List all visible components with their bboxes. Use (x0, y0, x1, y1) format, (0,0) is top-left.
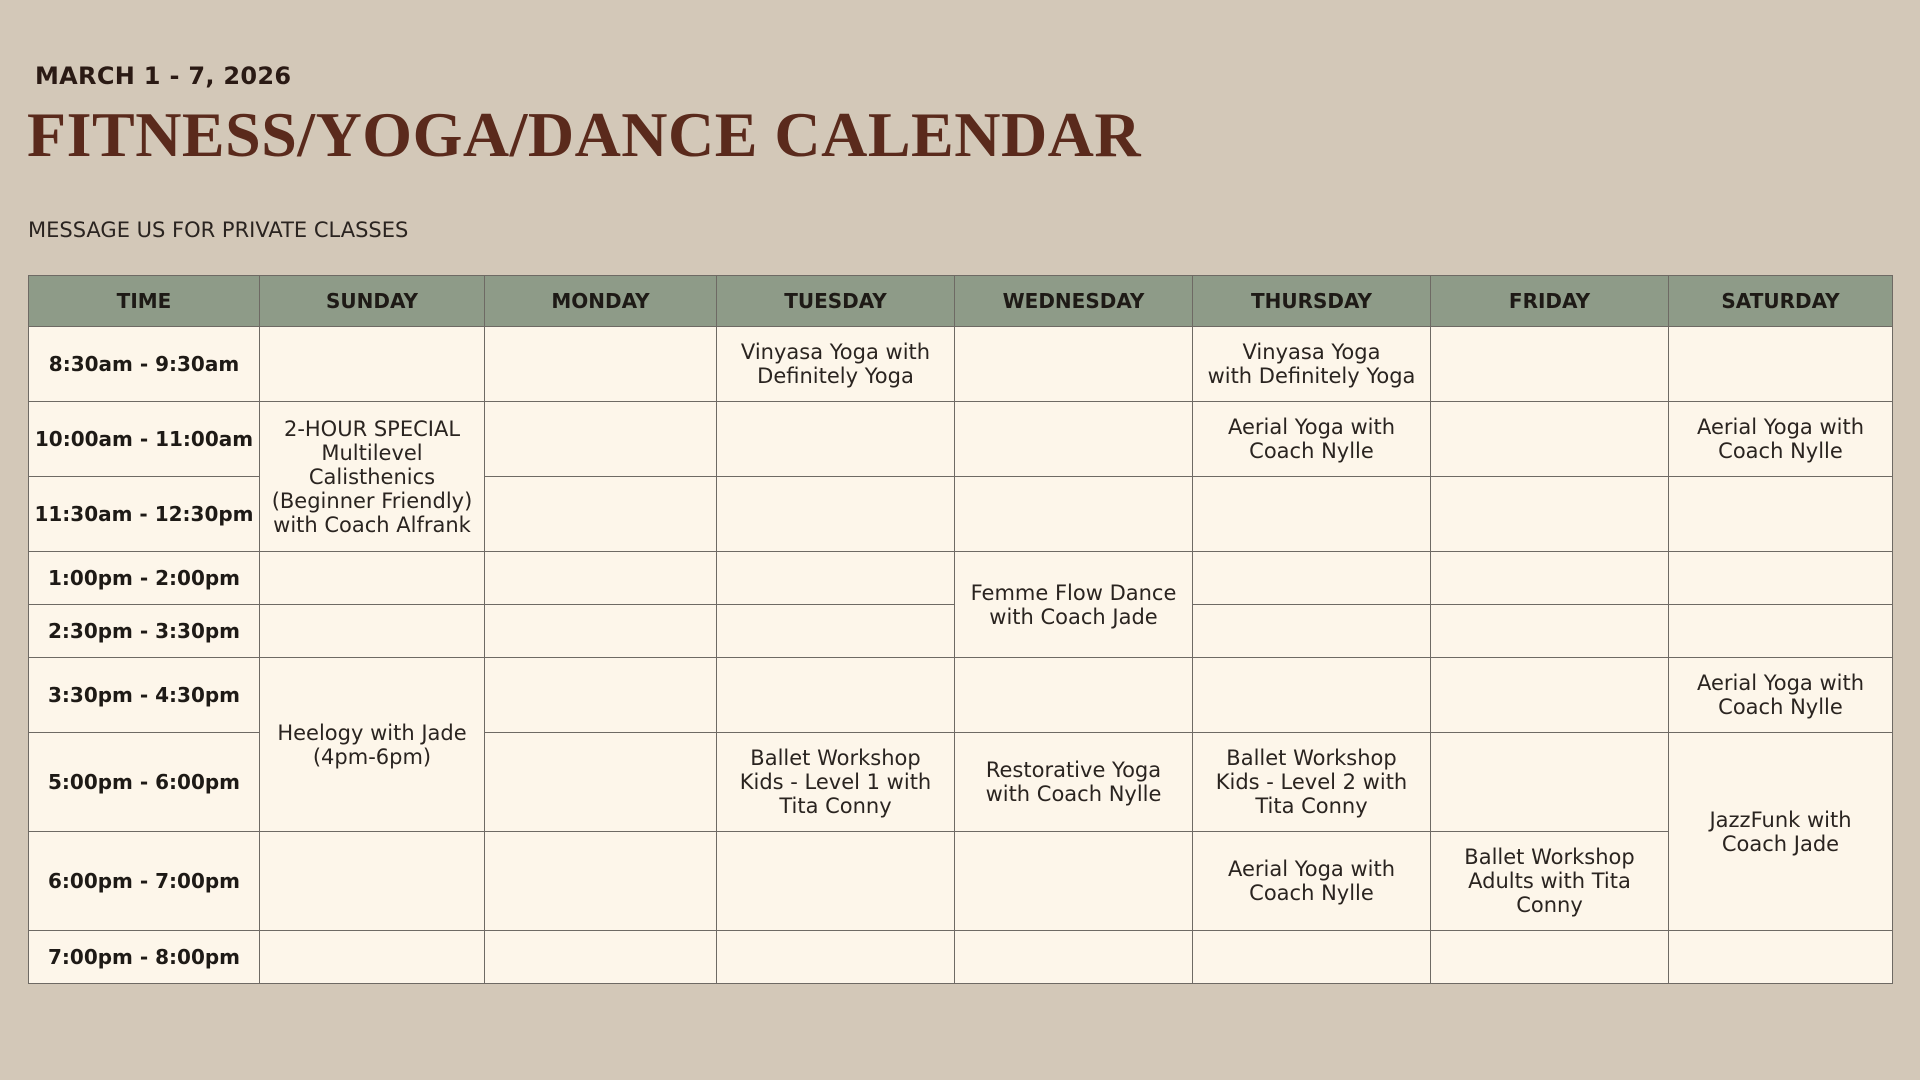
empty-cell (717, 552, 955, 605)
class-cell: Aerial Yoga with Coach Nylle (1193, 402, 1431, 477)
column-header-tuesday: TUESDAY (717, 276, 955, 327)
empty-cell (485, 605, 717, 658)
table-row (29, 931, 1893, 984)
empty-cell (485, 327, 717, 402)
class-cell: Femme Flow Dance with Coach Jade (955, 552, 1193, 658)
empty-cell (1669, 552, 1893, 605)
class-cell: Ballet Workshop Kids - Level 1 with Tita Conny (717, 733, 955, 832)
class-cell: Ballet Workshop Adults with Tita Conny (1431, 832, 1669, 931)
time-slot: 5:00pm - 6:00pm (29, 733, 260, 832)
time-slot: 10:00am - 11:00am (29, 402, 260, 477)
class-cell: Aerial Yoga with Coach Nylle (1669, 402, 1893, 477)
empty-cell (1669, 477, 1893, 552)
empty-cell (717, 931, 955, 984)
empty-cell (1431, 733, 1669, 832)
column-header-thursday: THURSDAY (1193, 276, 1431, 327)
empty-cell (260, 552, 485, 605)
empty-cell (955, 658, 1193, 733)
subtitle: MESSAGE US FOR PRIVATE CLASSES (28, 218, 409, 242)
table-row (29, 327, 1893, 402)
empty-cell (485, 931, 717, 984)
table-row (29, 658, 1893, 733)
column-header-wednesday: WEDNESDAY (955, 276, 1193, 327)
empty-cell (955, 832, 1193, 931)
empty-cell (717, 832, 955, 931)
empty-cell (485, 402, 717, 477)
class-cell: Restorative Yoga with Coach Nylle (955, 733, 1193, 832)
time-slot: 2:30pm - 3:30pm (29, 605, 260, 658)
class-cell: 2-HOUR SPECIAL Multilevel Calisthenics (Beginner Friendly) with Coach Alfrank (260, 402, 485, 552)
column-header-time: TIME (29, 276, 260, 327)
empty-cell (260, 832, 485, 931)
empty-cell (1193, 552, 1431, 605)
column-header-saturday: SATURDAY (1669, 276, 1893, 327)
empty-cell (1431, 477, 1669, 552)
class-cell: Aerial Yoga with Coach Nylle (1193, 832, 1431, 931)
time-slot: 8:30am - 9:30am (29, 327, 260, 402)
table-row (29, 402, 1893, 477)
table-row (29, 832, 1893, 931)
empty-cell (717, 605, 955, 658)
empty-cell (1669, 327, 1893, 402)
empty-cell (1193, 658, 1431, 733)
class-cell: Aerial Yoga with Coach Nylle (1669, 658, 1893, 733)
class-cell: Vinyasa Yoga with Definitely Yoga (1193, 327, 1431, 402)
empty-cell (485, 832, 717, 931)
empty-cell (485, 658, 717, 733)
empty-cell (955, 931, 1193, 984)
empty-cell (1669, 931, 1893, 984)
time-slot: 3:30pm - 4:30pm (29, 658, 260, 733)
column-header-sunday: SUNDAY (260, 276, 485, 327)
empty-cell (1669, 605, 1893, 658)
time-slot: 11:30am - 12:30pm (29, 477, 260, 552)
page-title: FITNESS/YOGA/DANCE CALENDAR (27, 99, 1142, 170)
empty-cell (260, 931, 485, 984)
table-row (29, 552, 1893, 605)
empty-cell (260, 327, 485, 402)
empty-cell (955, 402, 1193, 477)
empty-cell (1431, 327, 1669, 402)
class-cell: Ballet Workshop Kids - Level 2 with Tita Conny (1193, 733, 1431, 832)
schedule-table (28, 275, 1893, 984)
empty-cell (955, 477, 1193, 552)
empty-cell (1431, 552, 1669, 605)
empty-cell (485, 477, 717, 552)
empty-cell (485, 552, 717, 605)
empty-cell (1193, 605, 1431, 658)
header-row (29, 276, 1893, 327)
column-header-friday: FRIDAY (1431, 276, 1669, 327)
column-header-monday: MONDAY (485, 276, 717, 327)
time-slot: 7:00pm - 8:00pm (29, 931, 260, 984)
empty-cell (1431, 658, 1669, 733)
empty-cell (717, 658, 955, 733)
empty-cell (717, 402, 955, 477)
empty-cell (485, 733, 717, 832)
time-slot: 1:00pm - 2:00pm (29, 552, 260, 605)
empty-cell (1431, 931, 1669, 984)
empty-cell (1431, 402, 1669, 477)
empty-cell (955, 327, 1193, 402)
date-range: MARCH 1 - 7, 2026 (35, 62, 292, 90)
empty-cell (717, 477, 955, 552)
empty-cell (1193, 477, 1431, 552)
empty-cell (260, 605, 485, 658)
class-cell: Vinyasa Yoga with Definitely Yoga (717, 327, 955, 402)
class-cell: JazzFunk with Coach Jade (1669, 733, 1893, 931)
time-slot: 6:00pm - 7:00pm (29, 832, 260, 931)
class-cell: Heelogy with Jade (4pm-6pm) (260, 658, 485, 832)
empty-cell (1193, 931, 1431, 984)
empty-cell (1431, 605, 1669, 658)
